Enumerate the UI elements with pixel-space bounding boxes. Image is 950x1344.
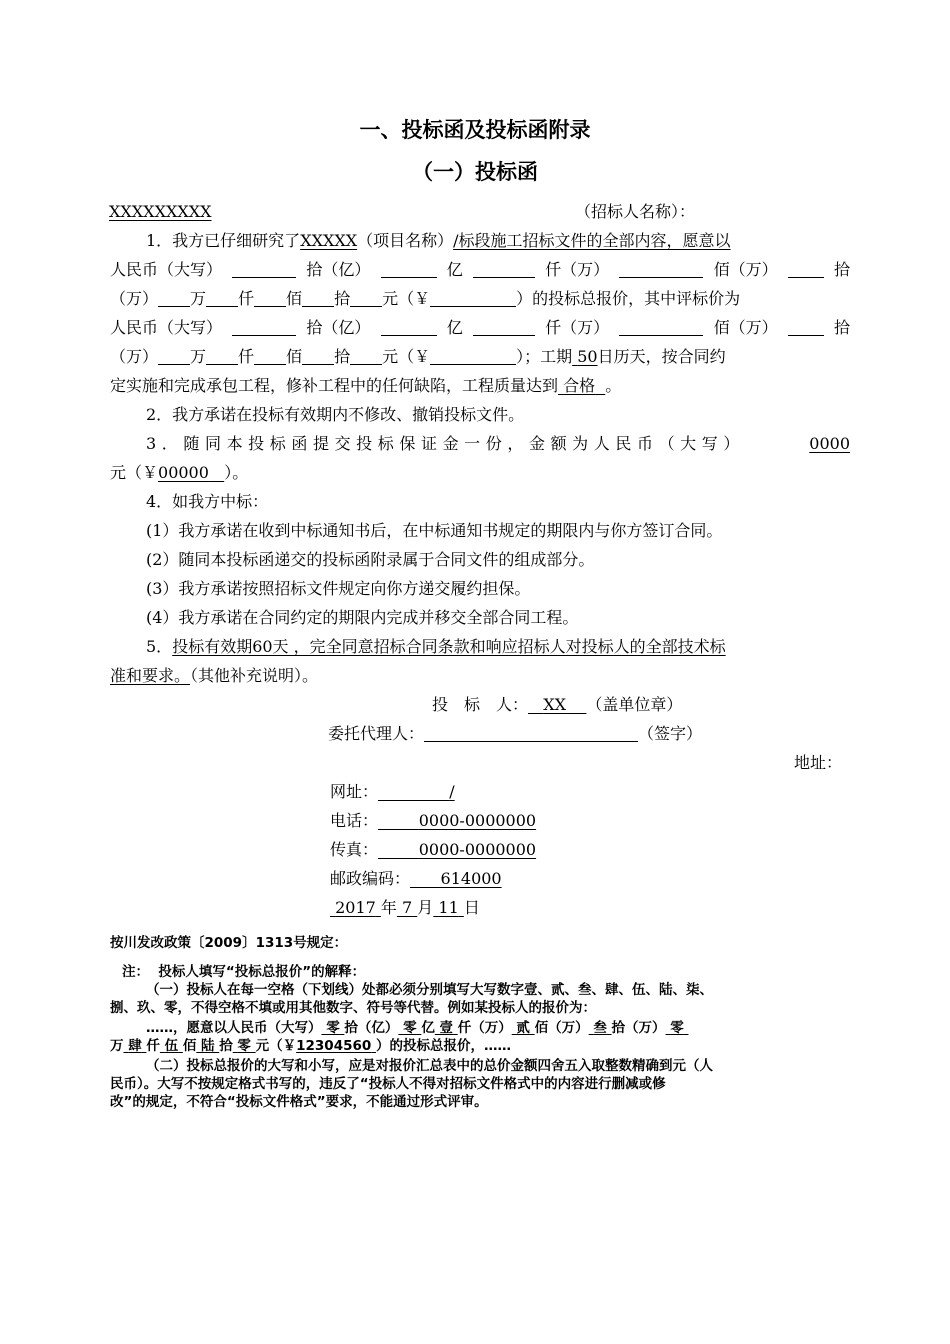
- item3-line2: 元（￥00000 ）。: [110, 463, 249, 482]
- recipient-name: XXXXXXXXX: [109, 202, 212, 221]
- policy-reference: 按川发改政策〔2009〕1313号规定：: [110, 935, 348, 951]
- notes-p1-line2: 捌、玖、零，不得空格不填或用其他数字、符号等代替。例如某投标人的报价为：: [110, 1000, 596, 1016]
- phone-line: 电话： 0000-0000000: [330, 811, 537, 830]
- notes-p2-line1: （二）投标总报价的大写和小写，应是对报价汇总表中的总价金额四舍五入取整数精确到元（人: [146, 1058, 713, 1074]
- notes-example-line2: 万 肆 仟 伍 佰 陆 拾 零 元（￥12304560 ）的投标总报价，……: [110, 1038, 511, 1054]
- postcode-line: 邮政编码： 614000: [330, 869, 502, 888]
- item1-line3: （万） 万 仟 佰 拾 元（￥ ）的投标总报价，其中评标价为: [110, 289, 741, 308]
- item1-line5: （万） 万 仟 佰 拾 元（￥ ）；工期 50日历天，按合同约: [110, 347, 726, 366]
- address-label: 地址：: [794, 753, 843, 772]
- date-line: 2017 年 7 月 11 日: [330, 897, 480, 919]
- agent-signature-blank: [424, 723, 638, 742]
- item4-head: 4．如我方中标：: [146, 492, 269, 511]
- notes-heading: 注： 投标人填写“投标总报价”的解释：: [122, 964, 366, 980]
- item1-line2: 人民币（大写） 拾（亿） 亿 仟（万） 佰（万） 拾: [110, 260, 850, 279]
- item3-line1: 3．随同本投标函提交投标保证金一份，金额为人民币（大写） 0000: [146, 434, 850, 453]
- website-line: 网址： /: [330, 782, 455, 801]
- date-year: 2017: [335, 898, 376, 917]
- bidder-line: 投 标 人： XX （盖单位章）: [432, 695, 683, 714]
- deposit-capital: 0000: [809, 434, 850, 453]
- phone-value: 0000-0000000: [418, 811, 537, 830]
- project-name: XXXXX: [300, 231, 358, 250]
- item1-line4: 人民币（大写） 拾（亿） 亿 仟（万） 佰（万） 拾: [110, 318, 850, 337]
- item5-line2: 准和要求。（其他补充说明）。: [110, 666, 319, 685]
- website-value: /: [449, 782, 455, 801]
- item5-line1: 5．投标有效期60天 ，完全同意招标合同条款和响应招标人对投标人的全部技术标: [146, 637, 726, 656]
- agent-line: 委托代理人： （签字）: [328, 724, 703, 743]
- notes-p2-line2: 民币）。大写不按规定格式书写的，违反了“投标人不得对招标文件格式中的内容进行删减或修: [110, 1076, 666, 1092]
- notes-example-line1: ……，愿意以人民币（大写） 零 拾（亿） 零 亿 壹 仟（万） 贰 佰（万） 叁 拾（万） 零: [146, 1020, 684, 1036]
- quality-level: 合格: [563, 376, 596, 395]
- sub-title: （一）投标函: [412, 160, 538, 184]
- bidder-name: XX: [543, 695, 567, 714]
- deposit-amount: 00000: [158, 463, 209, 482]
- date-day: 11: [438, 898, 459, 917]
- date-month: 7: [402, 898, 413, 917]
- recipient-line: XXXXXXXXX （招标人名称）：: [109, 202, 696, 221]
- item4-sub-1: (1）我方承诺在收到中标通知书后，在中标通知书规定的期限内与你方签订合同。: [146, 521, 723, 540]
- item4-sub-4: (4）我方承诺在合同约定的期限内完成并移交全部合同工程。: [146, 608, 579, 627]
- item1-line1: 1．我方已仔细研究了XXXXX（项目名称）/标段施工招标文件的全部内容，愿意以: [146, 231, 731, 250]
- fax-value: 0000-0000000: [418, 840, 537, 859]
- item4-sub-2: (2）随同本投标函递交的投标函附录属于合同文件的组成部分。: [146, 550, 595, 569]
- item2: 2．我方承诺在投标有效期内不修改、撤销投标文件。: [146, 405, 525, 424]
- main-title: 一、投标函及投标函附录: [359, 118, 591, 142]
- fax-line: 传真： 0000-0000000: [330, 840, 537, 859]
- item1-line6: 定实施和完成承包工程，修补工程中的任何缺陷，工程质量达到 合格 。: [110, 376, 622, 395]
- notes-p1-line1: （一）投标人在每一空格（下划线）处都必须分别填写大写数字壹、贰、叁、肆、伍、陆、柒、: [146, 982, 713, 998]
- postcode-value: 614000: [440, 869, 502, 888]
- item4-sub-3: (3）我方承诺按照招标文件规定向你方递交履约担保。: [146, 579, 531, 598]
- notes-p2-line3: 改”的规定，不符合“投标文件格式”要求，不能通过形式评审。: [110, 1094, 488, 1110]
- duration-days: 50: [577, 347, 598, 366]
